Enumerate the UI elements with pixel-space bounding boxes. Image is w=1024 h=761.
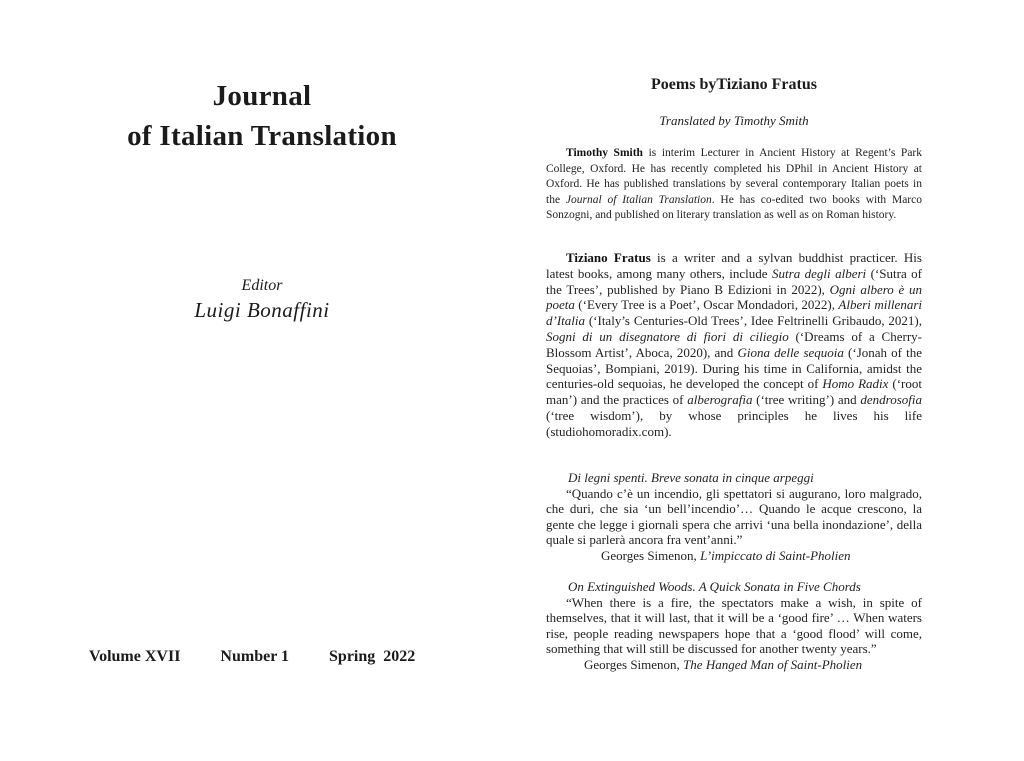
volume-line: [89, 648, 415, 666]
author-bio-text: (‘Every Tree is a Poet’, Oscar Mondadori, 2022),: [574, 297, 839, 313]
epigraph-quote: [546, 486, 922, 548]
journal-title-line-1: Journal: [212, 80, 312, 112]
number-label: Number 1: [220, 648, 290, 665]
journal-name: Journal of Italian Translation: [565, 193, 712, 206]
epigraph-work: The Hanged Man of Saint-Pholien: [683, 656, 863, 672]
author-bio-text: (‘Jonah of the Sequoias’, Bompiani, 2019). During his time in California, amidst the centuries-old sequoias, he developed the concept of: [546, 344, 922, 392]
author-bio-text: (‘Sutra of the Trees’, published by Piano B Edizioni in 2022),: [546, 265, 923, 297]
translator-bio-text: . He has co-edited two books with Marco Sonzogni, and published on literary translation as well as on Roman history.: [546, 193, 922, 222]
concept-term: alberografia: [687, 392, 753, 408]
book-title: Giona delle sequoia: [737, 344, 844, 360]
concept-term: Homo Radix: [822, 376, 889, 392]
epigraph-title: Di legni spenti. Breve sonata in cinque arpeggi: [568, 470, 814, 485]
author-bio-text: (‘tree wisdom’), by whose principles he lives his life (studiohomoradix.com).: [546, 407, 922, 439]
volume-label: Volume XVII: [89, 648, 181, 665]
author-bio-text: (‘root man’) and the practices of: [546, 376, 922, 408]
epigraph-quote-text: “Quando c’è un incendio, gli spettatori si augurano, loro malgrado, che duri, che sia ‘un bell’incendio’… Quando le acque crescono, la gente che legge i giornali spera che arrivi ‘una bella inondazione’, della quale si parlerà ancora fra vent’anni.”: [546, 485, 922, 548]
epigraph-author: Georges Simenon,: [601, 547, 701, 563]
season-label: Spring 2022: [329, 648, 416, 665]
epigraph-english: [546, 579, 922, 673]
book-title: Sutra degli alberi: [772, 265, 867, 281]
translator-credit: Translated by Timothy Smith: [659, 113, 809, 128]
author-bio-text: (‘Italy’s Centuries-Old Trees’, Idee Feltrinelli Gribaudo, 2021),: [585, 313, 922, 329]
editor-block: [60, 276, 464, 324]
poems-title: Poems byTiziano Fratus: [651, 76, 817, 93]
author-bio-text: is a writer and a sylvan buddhist practicer. His latest books, among many others, include: [546, 250, 922, 281]
author-name: Tiziano Fratus: [566, 250, 651, 265]
author-bio-text: (‘tree writing’) and: [752, 392, 861, 408]
epigraph-quote: [546, 595, 922, 657]
editor-label: Editor: [241, 277, 283, 294]
epigraph-italian: [546, 470, 922, 564]
author-bio: [546, 250, 922, 440]
translator-name: Timothy Smith: [566, 147, 643, 159]
translator-bio-text: is interim Lecturer in Ancient History at Regent’s Park College, Oxford. He has recently completed his DPhil in Ancient History at Oxford. He has published translations by several contemporary Italian poets in the: [546, 147, 923, 206]
epigraph-attribution: [546, 548, 922, 564]
book-title: Sogni di un disegnatore di fiori di ciliegio: [546, 328, 789, 344]
epigraph-quote-text: “When there is a fire, the spectators make a wish, in spite of themselves, that it will last, that it will be a ‘good fire’ … When waters rise, people reading newspapers hope that a ‘good flood’ will come, something that will still be discussed for another twenty years.”: [546, 594, 922, 657]
epigraph-title: On Extinguished Woods. A Quick Sonata in Five Chords: [568, 579, 861, 594]
journal-title-line-2: of Italian Translation: [127, 120, 397, 152]
journal-title: [60, 76, 464, 156]
book-title: Alberi millenari d’Italia: [546, 297, 922, 329]
book-title: Ogni albero è un poeta: [546, 281, 922, 313]
author-bio-text: (‘Dreams of a Cherry-Blossom Artist’, Aboca, 2020), and: [546, 328, 922, 360]
epigraph-attribution: [546, 657, 922, 673]
epigraph-author: Georges Simenon,: [584, 656, 684, 672]
translator-bio: [546, 146, 922, 224]
right-page: [512, 0, 1024, 761]
concept-term: dendrosofia: [860, 392, 922, 408]
epigraph-work: L’impiccato di Saint-Pholien: [700, 547, 851, 563]
editor-name: Luigi Bonaffini: [194, 298, 330, 322]
